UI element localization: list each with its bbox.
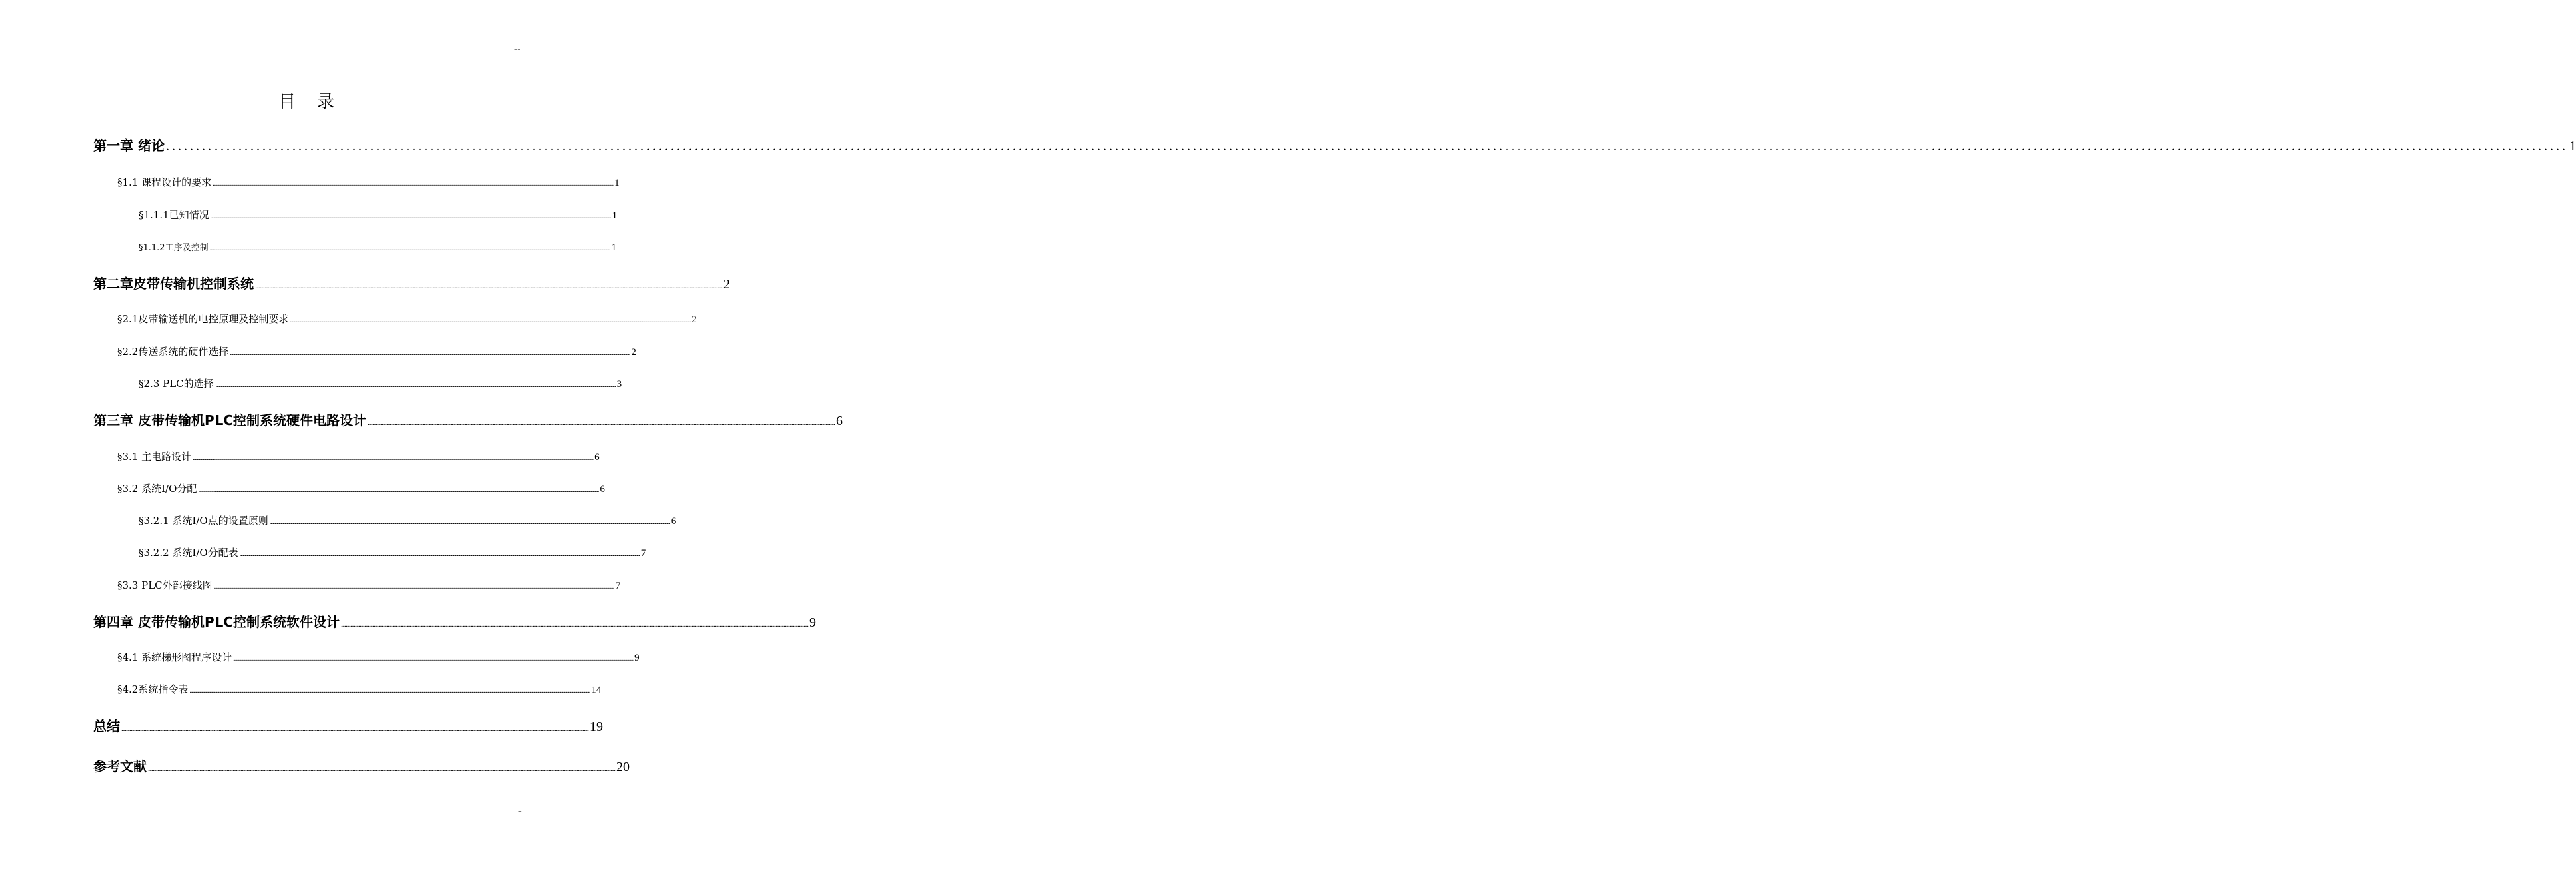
toc-page-number: 2 xyxy=(691,314,697,325)
toc-entry-2-2[interactable] xyxy=(117,346,636,358)
toc-entry-4-2[interactable] xyxy=(117,683,602,696)
toc-label: 第四章 皮带传输机PLC控制系统软件设计 xyxy=(93,614,340,630)
toc-leader: ................................................................................................................................................................................................................................................................................................................................................................................................................ xyxy=(269,519,670,526)
toc-leader: ................................................................................................................................................................................................................................................................................................................................................................................................................ xyxy=(165,139,2568,154)
toc-page-number: 6 xyxy=(594,452,600,463)
toc-label: §3.2.2 系统I/O分配表 xyxy=(139,547,238,559)
toc-label: §3.2.1 系统I/O点的设置原则 xyxy=(139,515,268,527)
header-mark: -- xyxy=(514,44,521,54)
toc-label: §2.1皮带输送机的电控原理及控制要求 xyxy=(117,313,289,325)
toc-leader: ................................................................................................................................................................................................................................................................................................................................................................................................................ xyxy=(148,765,615,773)
toc-label: §3.1 主电路设计 xyxy=(117,451,192,463)
toc-leader: ................................................................................................................................................................................................................................................................................................................................................................................................................ xyxy=(341,621,809,629)
toc-label: 第一章 绪论 xyxy=(93,137,165,154)
toc-entry-4-1[interactable] xyxy=(117,651,640,664)
toc-leader: ................................................................................................................................................................................................................................................................................................................................................................................................................ xyxy=(189,687,590,695)
toc-label: 第二章皮带传输机控制系统 xyxy=(93,276,254,292)
toc-leader: ................................................................................................................................................................................................................................................................................................................................................................................................................ xyxy=(230,350,630,357)
toc-label: §3.2 系统I/O分配 xyxy=(117,483,197,495)
toc-entry-3-2-2[interactable] xyxy=(139,547,647,559)
toc-leader: ................................................................................................................................................................................................................................................................................................................................................................................................................ xyxy=(290,317,691,324)
toc-label: 参考文献 xyxy=(93,758,147,774)
toc-label: 第三章 皮带传输机PLC控制系统硬件电路设计 xyxy=(93,412,367,428)
toc-label: 总结 xyxy=(93,718,120,734)
toc-page-number: 3 xyxy=(616,379,622,390)
toc-leader: ................................................................................................................................................................................................................................................................................................................................................................................................................ xyxy=(213,583,614,591)
toc-label: §4.2系统指令表 xyxy=(117,683,189,695)
toc-label: §1.1.1已知情况 xyxy=(139,209,209,221)
toc-leader: ................................................................................................................................................................................................................................................................................................................................................................................................................ xyxy=(215,382,616,389)
toc-label: §4.1 系统梯形图程序设计 xyxy=(117,651,232,663)
toc-page-number: 1 xyxy=(611,242,617,253)
toc-page-number: 2 xyxy=(723,277,730,292)
toc-page-number: 1 xyxy=(2569,139,2576,154)
toc-page-number: 1 xyxy=(614,178,620,188)
toc-leader: ................................................................................................................................................................................................................................................................................................................................................................................................................ xyxy=(198,487,599,494)
toc-entry-2-1[interactable] xyxy=(117,313,697,326)
toc-page-number: 2 xyxy=(631,347,636,358)
toc-page-number: 6 xyxy=(671,516,677,527)
toc-leader: ................................................................................................................................................................................................................................................................................................................................................................................................................ xyxy=(121,725,588,733)
toc-page-number: 9 xyxy=(634,653,640,663)
toc-page-number: 20 xyxy=(616,760,630,774)
toc-page-number: 9 xyxy=(809,615,817,630)
title-part-1: 目 xyxy=(278,92,297,112)
toc-leader: ................................................................................................................................................................................................................................................................................................................................................................................................................ xyxy=(233,655,634,663)
toc-entry-1-1[interactable] xyxy=(117,176,620,189)
toc-leader: ................................................................................................................................................................................................................................................................................................................................................................................................................ xyxy=(209,245,610,252)
toc-page-number: 7 xyxy=(640,548,647,559)
toc-leader: ................................................................................................................................................................................................................................................................................................................................................................................................................ xyxy=(255,282,722,290)
toc-label: §3.3 PLC外部接线图 xyxy=(117,579,213,591)
toc-page-number: 19 xyxy=(590,719,603,734)
title-part-2: 录 xyxy=(317,92,336,112)
toc-entry-chapter-2[interactable] xyxy=(93,276,730,292)
toc-leader: ................................................................................................................................................................................................................................................................................................................................................................................................................ xyxy=(368,419,835,427)
toc-page-number: 6 xyxy=(600,484,605,495)
toc-entry-2-3[interactable] xyxy=(139,378,622,390)
toc-page-number: 6 xyxy=(836,414,843,428)
toc-entry-3-3[interactable] xyxy=(117,579,621,592)
toc-page-number: 14 xyxy=(591,685,602,695)
toc-entry-3-2-1[interactable] xyxy=(139,515,677,527)
toc-entry-1-1-2[interactable] xyxy=(139,242,617,254)
toc-entry-3-2[interactable] xyxy=(117,483,605,495)
toc-entry-1-1-1[interactable] xyxy=(139,209,618,222)
toc-entry-chapter-3[interactable] xyxy=(93,412,843,429)
toc-leader: ................................................................................................................................................................................................................................................................................................................................................................................................................ xyxy=(213,180,614,188)
toc-label: §1.1.2工序及控制 xyxy=(139,243,209,253)
toc-leader: ................................................................................................................................................................................................................................................................................................................................................................................................................ xyxy=(239,551,640,558)
toc-entry-chapter-4[interactable] xyxy=(93,614,817,631)
toc-entry-3-1[interactable] xyxy=(117,451,600,463)
page-title xyxy=(0,88,614,113)
toc-leader: ................................................................................................................................................................................................................................................................................................................................................................................................................ xyxy=(193,455,594,462)
toc-entry-chapter-1[interactable] xyxy=(93,137,2576,154)
toc-page-number: 1 xyxy=(612,210,618,221)
toc-label: §2.2传送系统的硬件选择 xyxy=(117,346,229,358)
toc-entry-references[interactable] xyxy=(93,758,630,775)
toc-entry-summary[interactable] xyxy=(93,718,603,735)
toc-label: §1.1 课程设计的要求 xyxy=(117,176,212,188)
toc-leader: ................................................................................................................................................................................................................................................................................................................................................................................................................ xyxy=(210,213,611,220)
toc-label: §2.3 PLC的选择 xyxy=(139,378,214,390)
footer-mark: - xyxy=(518,806,522,816)
toc-page-number: 7 xyxy=(615,581,621,591)
